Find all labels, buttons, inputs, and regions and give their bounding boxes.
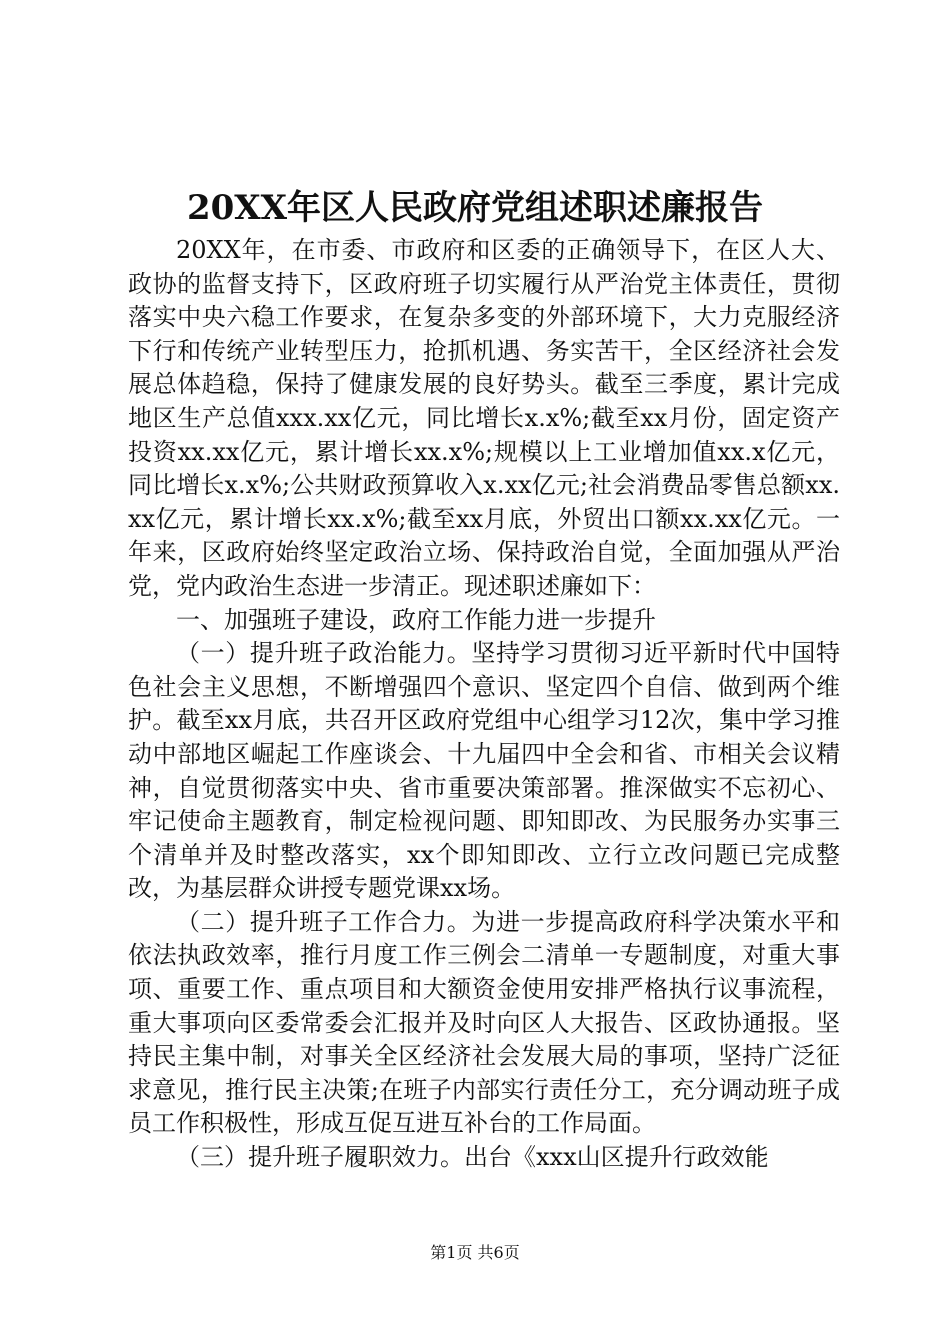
section-heading-1: 一、加强班子建设，政府工作能力进一步提升 [176, 605, 656, 634]
document-body [128, 234, 840, 1175]
paragraph-section-1-1: （一）提升班子政治能力。坚持学习贯彻习近平新时代中国特色社会主义思想，不断增强四个意识、坚定四个自信、做到两个维护。截至xx月底，共召开区政府党组中心组学习12次，集中学习推动中部地区崛起工作座谈会、十九届四中全会和省、市相关会议精神，自觉贯彻落实中央、省市重要决策部署。推深做实不忘初心、牢记使命主题教育，制定检视问题、即知即改、为民服务办实事三个清单并及时整改落实，xx个即知即改、立行立改问题已完成整改，为基层群众讲授专题党课xx场。 [128, 639, 840, 903]
paragraph-section-1-2: （二）提升班子工作合力。为进一步提高政府科学决策水平和依法执政效率，推行月度工作三例会二清单一专题制度，对重大事项、重要工作、重点项目和大额资金使用安排严格执行议事流程，重大事项向区委常委会汇报并及时向区人大报告、区政协通报。坚持民主集中制，对事关全区经济社会发展大局的事项，坚持广泛征求意见，推行民主决策;在班子内部实行责任分工，充分调动班子成员工作积极性，形成互促互进互补台的工作局面。 [128, 907, 840, 1138]
page-footer: 第1页 共6页 [430, 1243, 520, 1262]
paragraph-intro: 20XX年，在市委、市政府和区委的正确领导下，在区人大、政协的监督支持下，区政府班子切实履行从严治党主体责任，贯彻落实中央六稳工作要求，在复杂多变的外部环境下，大力克服经济下行和传统产业转型压力，抢抓机遇、务实苦干，全区经济社会发展总体趋稳，保持了健康发展的良好势头。截至三季度，累计完成地区生产总值xxx.xx亿元，同比增长x.x%;截至xx月份，固定资产投资xx.xx亿元，累计增长xx.x%;规模以上工业增加值xx.x亿元，同比增长x.x%;公共财政预算收入x.xx亿元;社会消费品零售总额xx.xx亿元，累计增长xx.x%;截至xx月底，外贸出口额xx.xx亿元。一年来，区政府始终坚定政治立场、保持政治自觉，全面加强从严治党，党内政治生态进一步清正。现述职述廉如下： [128, 236, 840, 600]
document-title: 20XX年区人民政府党组述职述廉报告 [186, 188, 764, 228]
paragraph-section-1-3: （三）提升班子履职效力。出台《xxx山区提升行政效能 [176, 1143, 769, 1172]
